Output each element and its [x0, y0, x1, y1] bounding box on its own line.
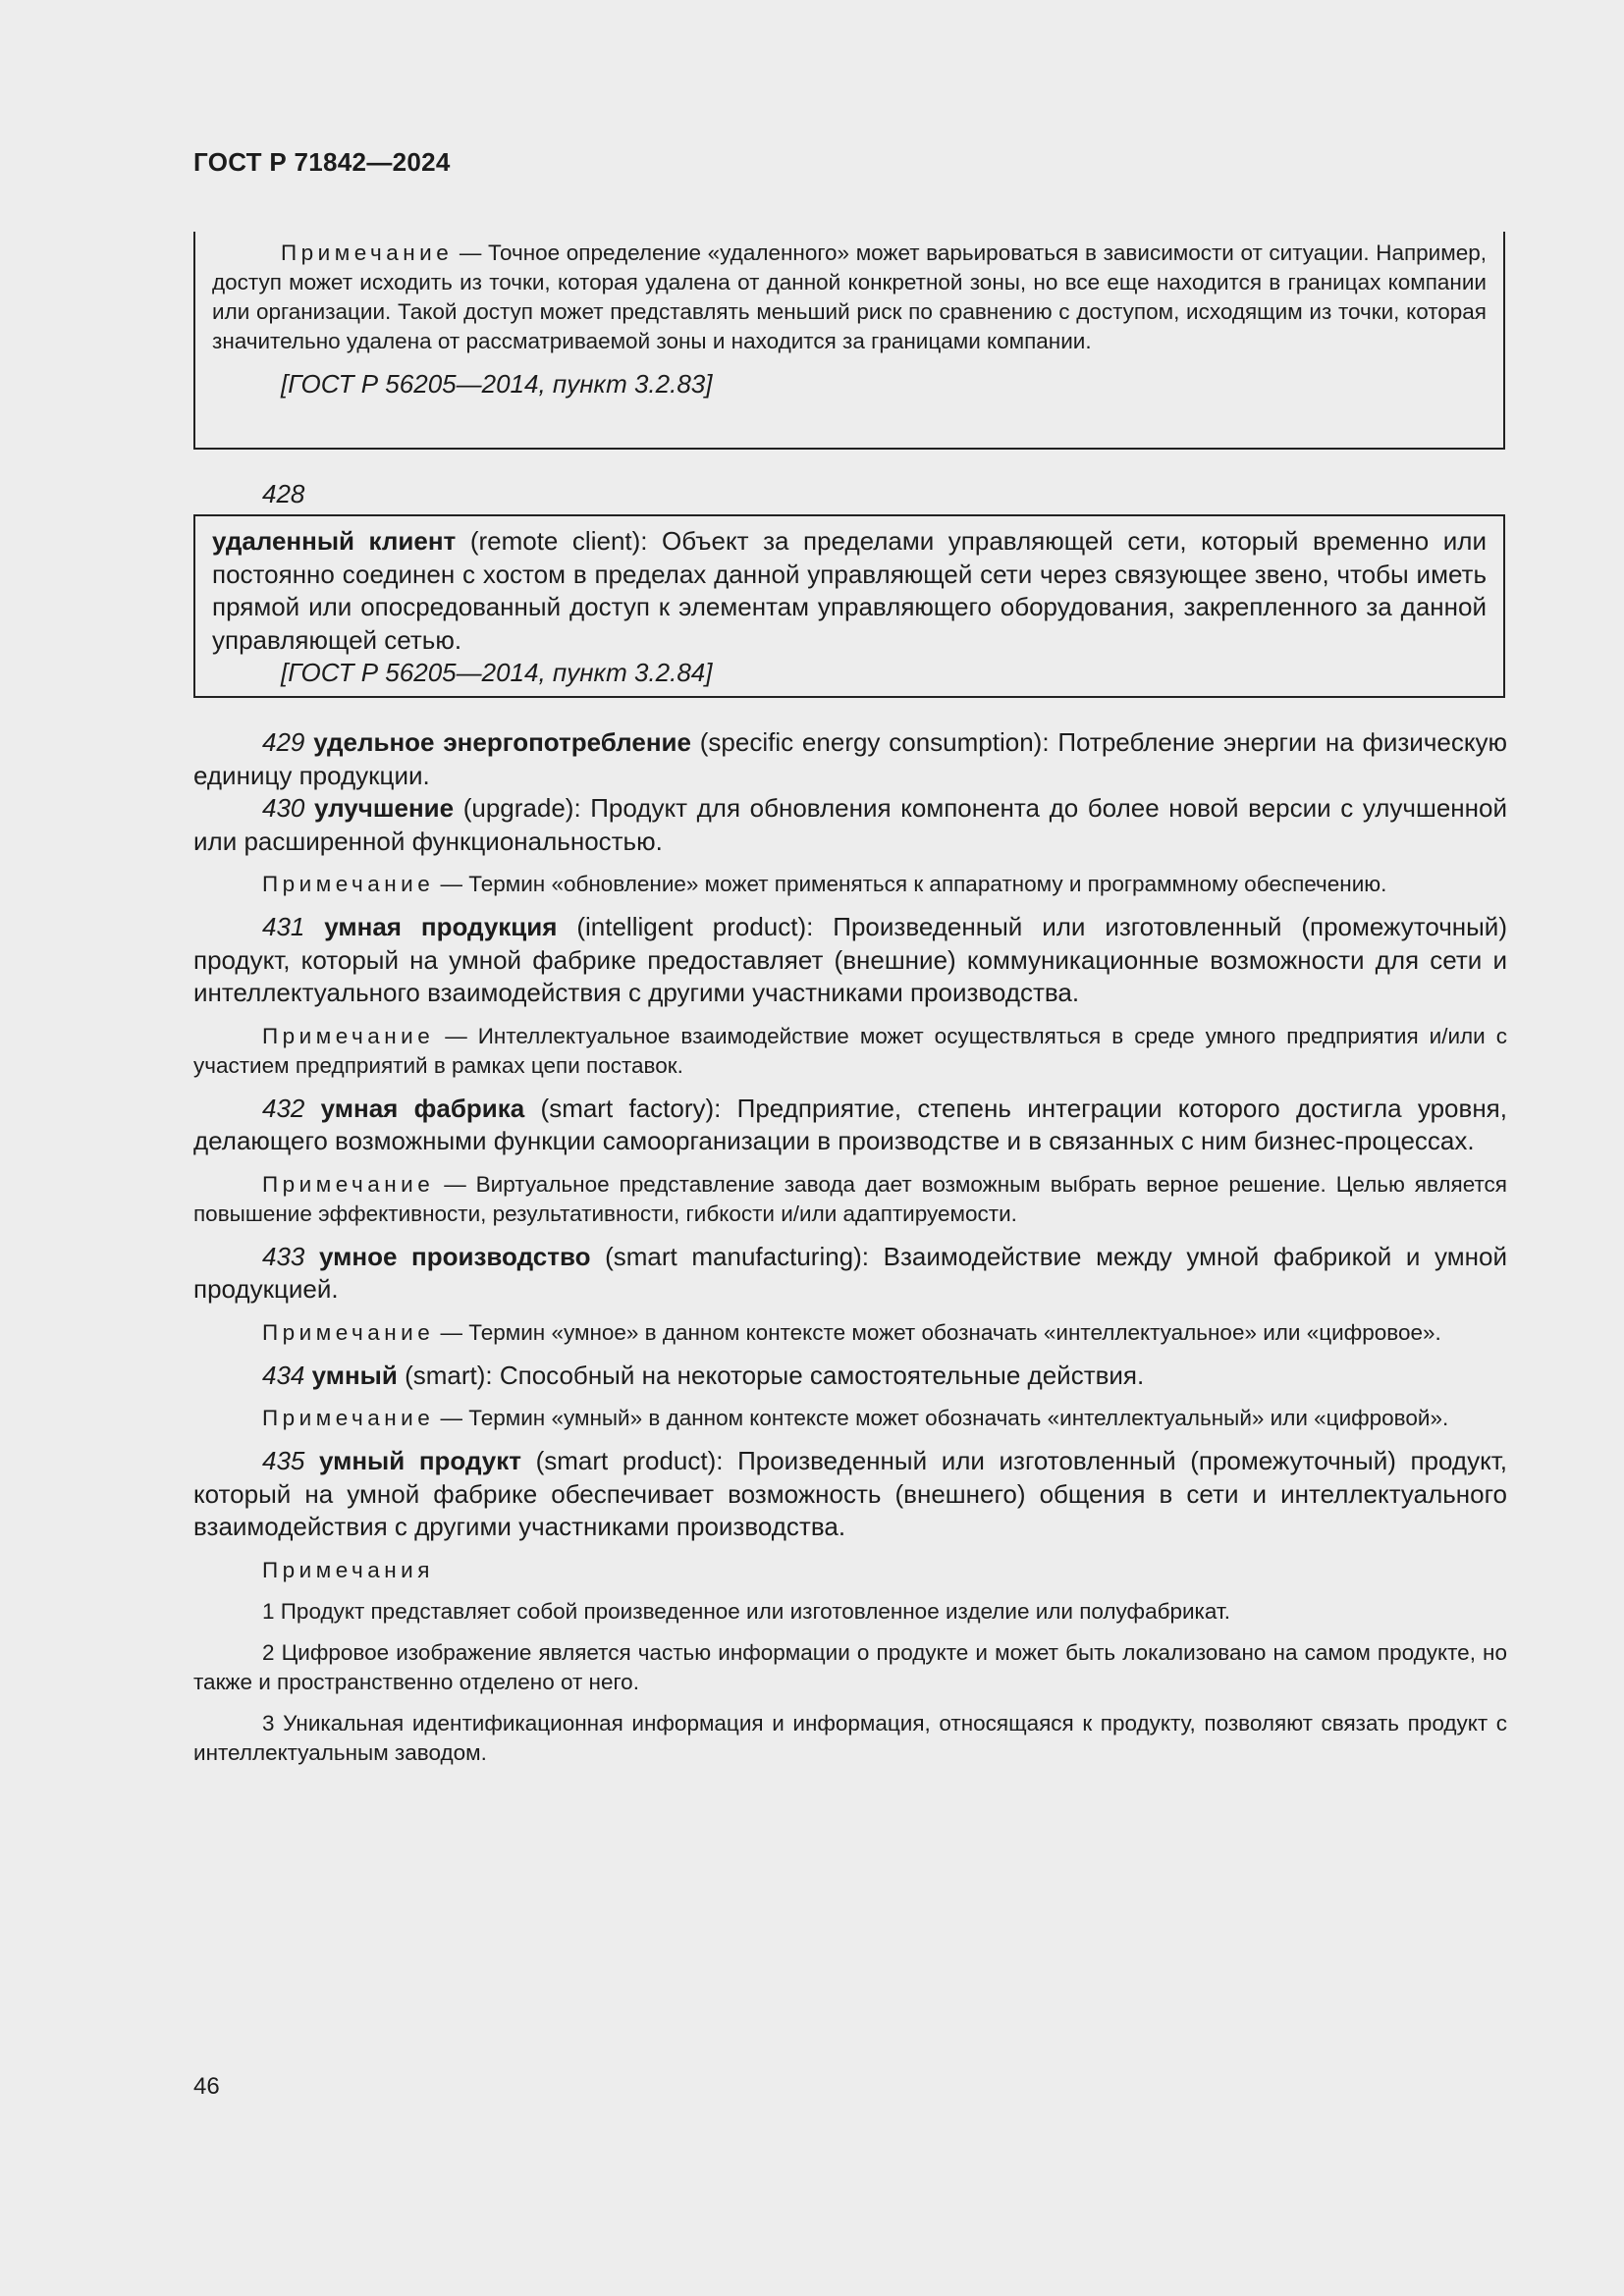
definition: : Произведенный или изготовленный (промежуточный) продукт, который на умной фабрике обеспечивает возможность (внешнего) общения в сети и интеллектуального взаимодействия с другими участниками производства. [193, 1446, 1507, 1541]
entry-number: 430 [262, 793, 305, 823]
term: удельное энергопотребление [304, 727, 691, 757]
note-432 [193, 1170, 1507, 1229]
entry-number: 434 [262, 1360, 305, 1390]
note-text: — Виртуальное представление завода дает возможным выбрать верное решение. Целью является повышение эффективности, результативности, гибкости и/или адаптируемости. [193, 1171, 1507, 1226]
note-label: Примечание [262, 1023, 435, 1048]
term-en: (specific energy consumption) [690, 727, 1043, 757]
note-435-1: 1 Продукт представляет собой произведенное или изготовленное изделие или полуфабрикат. [262, 1598, 1230, 1624]
page-number: 46 [193, 2073, 220, 2100]
definition: : Взаимодействие между умной фабрикой и умной продукцией. [193, 1241, 1507, 1304]
entry-number: 432 [262, 1093, 305, 1123]
term: умная продукция [304, 912, 558, 941]
note-label: Примечание [281, 240, 454, 265]
reference-3-2-84: [ГОСТ Р 56205—2014, пункт 3.2.84] [281, 658, 713, 687]
definition: : Произведенный или изготовленный (промежуточный) продукт, который на умной фабрике предоставляет (внешние) коммуникационные возможности для сети и интеллектуального взаимодействия с другими участниками производства. [193, 912, 1507, 1007]
entry-433 [193, 1241, 1507, 1307]
term-en: (smart manufacturing) [590, 1241, 862, 1271]
entry-number-428: 428 [262, 479, 305, 508]
note-433 [193, 1318, 1507, 1348]
note-431 [193, 1022, 1507, 1081]
reference-3-2-83: [ГОСТ Р 56205—2014, пункт 3.2.83] [281, 369, 713, 399]
term-entries [193, 726, 1507, 1768]
term: умная фабрика [304, 1093, 525, 1123]
entry-number: 431 [262, 912, 305, 941]
notes-label-435: Примечания [262, 1557, 434, 1582]
note-text: — Термин «обновление» может применяться к аппаратному и программному обеспечению. [434, 872, 1387, 896]
term: умное производство [304, 1241, 591, 1271]
definition: : Объект за пределами управляющей сети, который временно или постоянно соединен с хостом в пределах данной управляющей сети через связующее звено, чтобы иметь прямой или опосредованный доступ к элементам управляющего оборудования, закрепленного за данной управляющей сетью. [212, 526, 1487, 655]
note-text: — Термин «умное» в данном контексте может обозначать «интеллектуальное» или «цифровое». [434, 1319, 1441, 1345]
term-en: (remote client) [456, 526, 641, 556]
entry-431 [193, 911, 1507, 1010]
term-en: (intelligent product) [557, 912, 807, 941]
definition: : Способный на некоторые самостоятельные действия. [485, 1360, 1145, 1390]
note-434 [193, 1404, 1507, 1433]
entry-429 [193, 726, 1507, 792]
term: удаленный клиент [212, 526, 457, 556]
entry-432 [193, 1093, 1507, 1158]
entry-435 [193, 1445, 1507, 1544]
note-435-2: 2 Цифровое изображение является частью информации о продукте и может быть локализовано на самом продукте, но также и пространственно отделено от него. [193, 1639, 1507, 1694]
term-en: (upgrade) [454, 793, 574, 823]
entry-434 [193, 1360, 1507, 1393]
term-en: (smart factory) [524, 1093, 715, 1123]
definition: : Предприятие, степень интеграции которого достигла уровня, делающего возможными функции самоорганизации в производстве и в связанных с ним бизнес-процессах. [193, 1093, 1507, 1155]
definition: : Потребление энергии на физическую единицу продукции. [193, 727, 1508, 790]
term-en: (smart product) [521, 1446, 717, 1475]
note-label: Примечание [262, 1406, 435, 1430]
note-text: — Термин «умный» в данном контексте может обозначать «интеллектуальный» или «цифровой». [434, 1406, 1449, 1430]
entry-number: 429 [262, 727, 305, 757]
entry-number: 433 [262, 1241, 305, 1271]
term-en: (smart) [397, 1360, 486, 1390]
note-label: Примечание [262, 1319, 435, 1345]
note-label: Примечание [262, 872, 435, 896]
entry-box-continuation [193, 232, 1505, 450]
definition: : Продукт для обновления компонента до более новой версии с улучшенной или расширенной функциональностью. [193, 793, 1507, 856]
note-435-3: 3 Уникальная идентификационная информация и информация, относящаяся к продукту, позволяют связать продукт с интеллектуальным заводом. [193, 1710, 1507, 1765]
note-text: — Интеллектуальное взаимодействие может осуществляться в среде умного предприятия и/или с участием предприятий в рамках цепи поставок. [193, 1023, 1507, 1078]
term: улучшение [304, 793, 455, 823]
note-text: — Точное определение «удаленного» может варьироваться в зависимости от ситуации. Например, доступ может исходить из точки, которая удалена от данной конкретной зоны, но все еще находится в границах компании или организации. Такой доступ может представлять меньший риск по сравнению с доступом, исходящим из точки, которая значительно удалена от рассматриваемой зоны и находится за границами компании. [212, 240, 1487, 353]
note-label: Примечание [262, 1171, 435, 1197]
document-header: ГОСТ Р 71842—2024 [193, 147, 451, 177]
entry-430 [193, 792, 1507, 858]
term: умный [304, 1360, 398, 1390]
note-430 [193, 870, 1507, 899]
term: умный продукт [304, 1446, 521, 1475]
entry-number: 435 [262, 1446, 305, 1475]
entry-box-428 [193, 514, 1505, 698]
note-remote [212, 239, 1487, 356]
entry-428-definition [212, 525, 1487, 657]
